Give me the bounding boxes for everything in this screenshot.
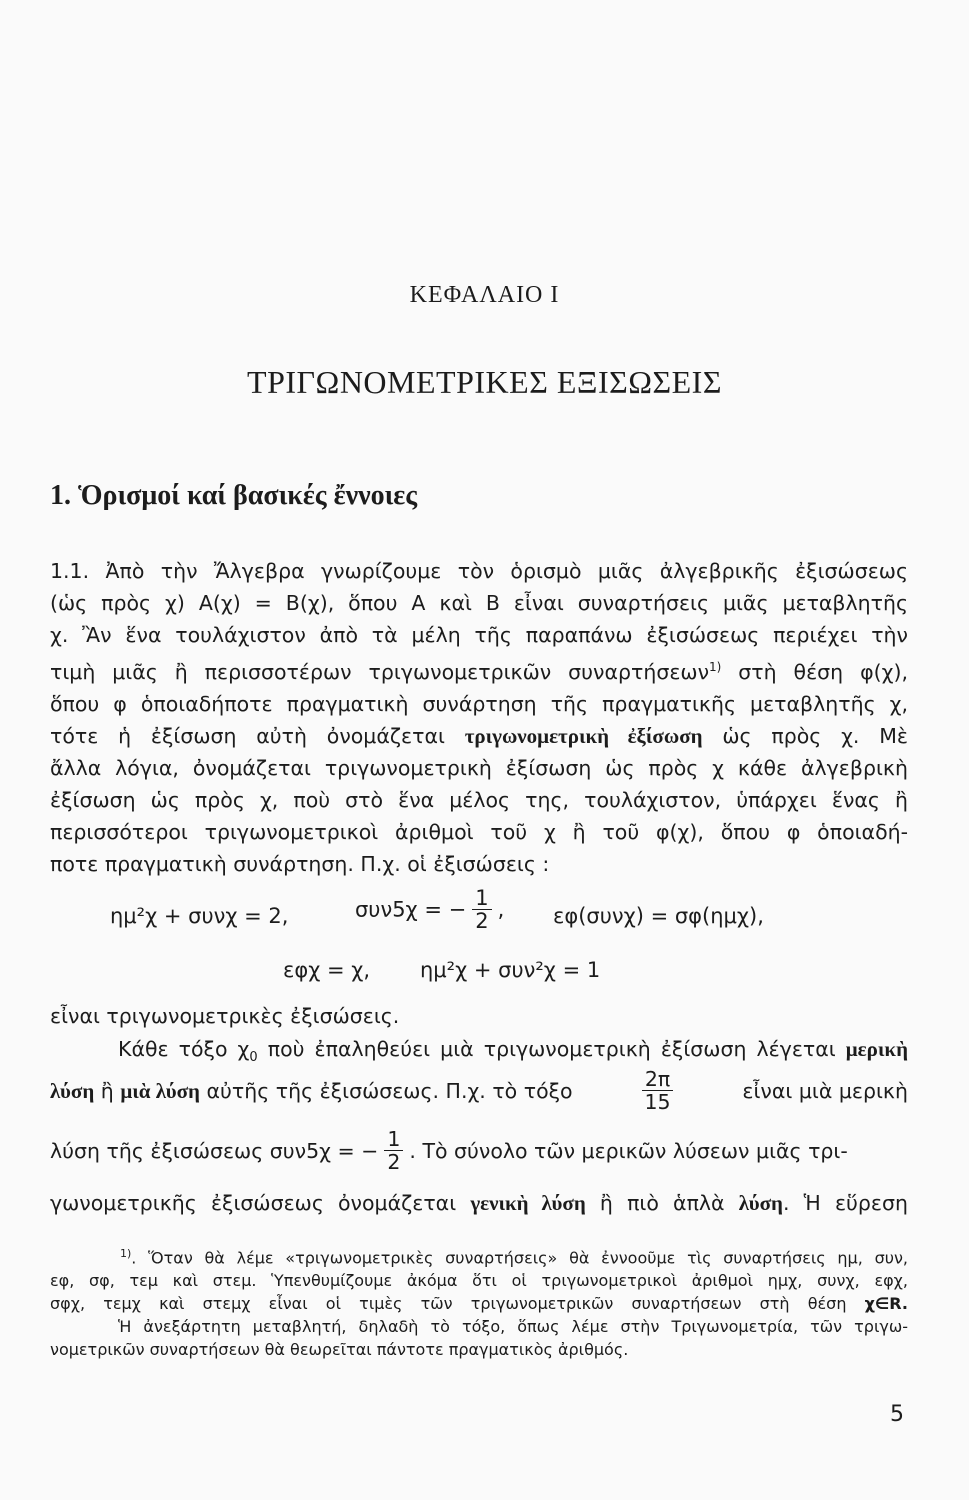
equation-2-tail: , [497,897,505,922]
text-fragment: τιμὴ μιᾶς ἢ περισσοτέρων τριγωνομετρικῶν συναρτήσεων [50,659,710,684]
fraction-numerator: 1 [472,887,491,910]
footnote-line: εφ, σφ, τεμ καὶ στεμ. Ὑπενθυμίζουμε ἀκόμα ὅτι οἱ τριγωνομετρικοὶ ἀριθμοὶ ημχ, συνχ, εφχ, [50,1271,908,1291]
footnote-mark: 1) [120,1247,132,1260]
text-fragment: αὐτῆς τῆς ἐξισώσεως. Π.χ. τὸ τόξο [199,1078,573,1103]
footnote-line: νομετρικῶν συναρτήσεων θὰ θεωρεῖται πάντοτε πραγματικὸς ἀριθμός. [50,1340,629,1360]
footnote [50,1242,908,1361]
text-fragment: λύση τῆς ἐξισώσεως συν5χ = − [50,1138,379,1163]
term-partial-solution: μερικὴ [845,1037,908,1061]
footnote-line: Ἡ ἀνεξάρτητη μεταβλητή, δηλαδὴ τὸ τόξο, ὅπως λέμε στὴν Τριγωνομετρία, τῶν τριγω- [118,1317,908,1337]
equation-2-left: συν5χ = − [355,897,467,922]
text-line [50,720,908,752]
text-line [50,1068,908,1113]
set-notation: χ∈R. [864,1294,908,1314]
equation-2 [355,887,504,932]
text-line [50,1128,908,1173]
page-number: 5 [890,1402,904,1427]
term-solution-2: λύση [738,1191,783,1215]
section-heading: 1. Ὁρισμοί καί βασικές ἔννοιες [50,480,418,511]
text-line: 1.1. Ἀπὸ τὴν Ἄλγεβρα γνωρίζουμε τὸν ὁρισμὸ μιᾶς ἀλγεβρικῆς ἐξισώσεως [50,559,908,583]
text-line: ἐξίσωση ὡς πρὸς χ, ποὺ στὸ ἕνα μέλος της, τουλάχιστον, ὑπάρχει ἕνας ἢ [50,787,908,812]
fraction [384,1128,403,1173]
text-fragment: . Ἡ εὕρεση [783,1191,908,1215]
text-line [50,1187,908,1219]
term-trig-equation: τριγωνομετρικὴ ἐξίσωση [464,723,703,748]
text-fragment: . Τὸ σύνολο τῶν μερικῶν λύσεων μιᾶς τρι- [409,1138,848,1163]
chapter-label: ΚΕΦΑΛΑΙΟ Ι [409,282,560,308]
footnote-ref: 1) [709,660,722,674]
fraction-numerator: 1 [384,1128,403,1151]
fraction-denominator: 2 [387,1150,401,1174]
text-fragment: ποὺ ἐπαληθεύει μιὰ τριγωνομετρικὴ ἐξίσωση λέγεται [257,1037,846,1061]
text-line: ποτε πραγματικὴ συνάρτηση. Π.χ. οἱ ἐξισώσεις : [50,851,550,876]
fraction-numerator: 2π [642,1068,673,1091]
text-line: (ὡς πρὸς χ) Α(χ) = Β(χ), ὅπου Α καὶ Β εἶναι συναρτήσεις μιᾶς μεταβλητῆς [50,591,908,615]
fraction [472,887,491,932]
text-fragment: Κάθε τόξο χ [118,1037,250,1061]
text-fragment: ὡς πρὸς χ. Μὲ [702,723,908,748]
chapter-title: ΤΡΙΓΩΝΟΜΕΤΡΙΚΕΣ ΕΞΙΣΩΣΕΙΣ [247,364,722,400]
equation-3: εφ(συνχ) = σφ(ημχ), [553,904,764,928]
footnote-line [50,1242,908,1269]
text-line: ἄλλα λόγια, ὀνομάζεται τριγωνομετρικὴ ἐξίσωση ὡς πρὸς χ κάθε ἀλγεβρικὴ [50,755,908,780]
text-fragment: στὴ θέση φ(χ), [721,659,908,684]
equation-1: ημ²χ + συνχ = 2, [110,904,289,928]
text-fragment: γωνομετρικῆς ἐξισώσεως ὀνομάζεται [50,1191,471,1215]
text-fragment: σφχ, τεμχ καὶ στεμχ εἶναι οἱ τιμὲς τῶν τριγωνομετρικῶν συναρτήσεων στὴ θέση [50,1294,865,1314]
equation-5: ημ²χ + συν²χ = 1 [420,958,601,982]
fraction [642,1068,673,1113]
term-a-solution: μιὰ λύση [120,1078,200,1103]
term-general-solution: γενικὴ λύση [470,1191,586,1215]
equation-4: εφχ = χ, [283,958,371,982]
text-segment [50,1080,573,1102]
term-solution: λύση [50,1078,95,1103]
subscript: 0 [249,1050,258,1066]
text-line: εἶναι τριγωνομετρικὲς ἐξισώσεις. [50,1004,400,1028]
text-line [50,651,908,688]
fraction-denominator: 2 [475,909,489,933]
text-fragment: . Ὅταν θὰ λέμε «τριγωνομετρικὲς συναρτήσεις» θὰ ἐννοοῦμε τὶς συναρτήσεις ημ, συν, [131,1248,908,1268]
text-fragment: εἶναι μιὰ μερικὴ [742,1078,908,1103]
fraction-denominator: 15 [644,1090,671,1114]
text-line: χ. Ἂν ἕνα τουλάχιστον ἀπὸ τὰ μέλη τῆς παραπάνω ἐξισώσεως περιέχει τὴν [50,623,908,647]
footnote-line [50,1292,908,1315]
text-line: περισσότεροι τριγωνομετρικοὶ ἀριθμοὶ τοῦ χ ἢ τοῦ φ(χ), ὅπου φ ὁποιαδή- [50,819,908,844]
text-line: ὅπου φ ὁποιαδήποτε πραγματικὴ συνάρτηση τῆς πραγματικῆς μεταβλητῆς χ, [50,691,908,716]
paragraph-definition [50,555,908,880]
text-fragment: ἢ [94,1078,121,1103]
text-fragment: τότε ἡ ἐξίσωση αὐτὴ ὀνομάζεται [50,723,465,748]
text-fragment: ἢ πιὸ ἁπλὰ [585,1191,739,1215]
